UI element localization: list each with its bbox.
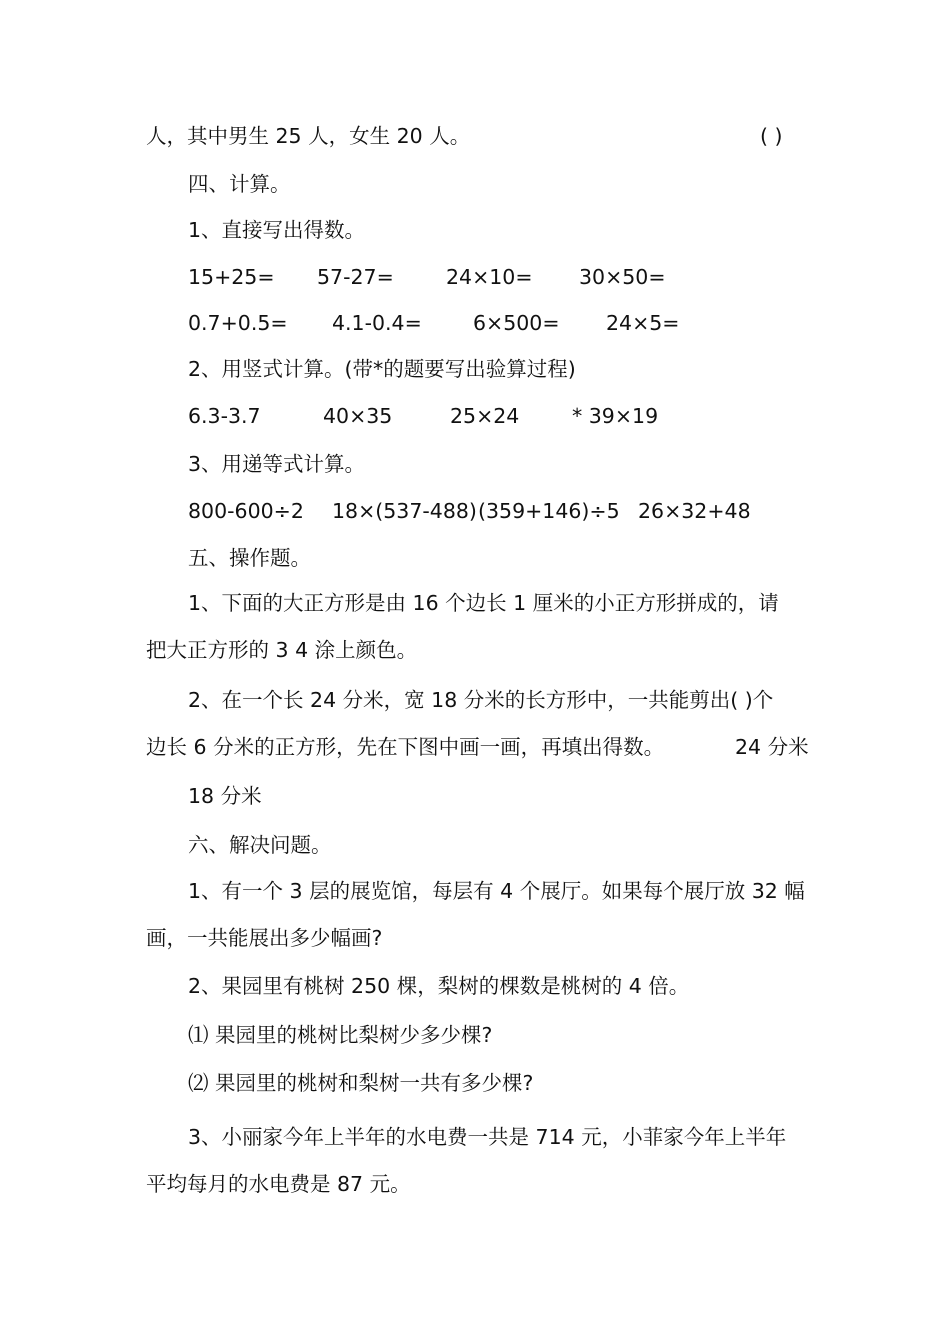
expression: 18×(537-488): [332, 499, 477, 523]
question-text: 边长 6 分米的正方形，先在下图中画一画，再填出得数。: [146, 735, 665, 759]
expression: 30×50=: [579, 265, 666, 289]
question-vertical-calculation: 2、用竖式计算。(带*的题要写出验算过程): [188, 357, 576, 381]
expression: 4.1-0.4=: [332, 311, 422, 335]
question-text: 把大正方形的 3 4 涂上颜色。: [146, 638, 418, 662]
question-text: 1、有一个 3 层的展览馆，每层有 4 个展厅。如果每个展厅放 32 幅: [188, 879, 805, 903]
question-text: 画，一共能展出多少幅画?: [146, 926, 383, 950]
expression: * 39×19: [572, 404, 659, 428]
expression: 25×24: [450, 404, 520, 428]
expression: 6.3-3.7: [188, 404, 261, 428]
expression: 0.7+0.5=: [188, 311, 288, 335]
question-text: 1、下面的大正方形是由 16 个边长 1 厘米的小正方形拼成的，请: [188, 591, 779, 615]
expression: (359+146)÷5: [478, 499, 620, 523]
expression: 24×10=: [446, 265, 533, 289]
sub-question: ⑵ 果园里的桃树和梨树一共有多少棵?: [188, 1071, 534, 1095]
question-step-calculation: 3、用递等式计算。: [188, 452, 366, 476]
answer-parentheses: ( ): [760, 124, 783, 148]
question-text: 2、在一个长 24 分米，宽 18 分米的长方形中，一共能剪出( )个: [188, 688, 774, 712]
expression: 26×32+48: [638, 499, 751, 523]
width-label: 18 分米: [188, 784, 262, 808]
section-title-calculation: 四、计算。: [188, 172, 291, 196]
section-title-problems: 六、解决问题。: [188, 833, 332, 857]
expression: 24×5=: [606, 311, 680, 335]
question-text: 3、小丽家今年上半年的水电费一共是 714 元，小菲家今年上半年: [188, 1125, 787, 1149]
paragraph-tail: 人，其中男生 25 人，女生 20 人。: [146, 124, 471, 148]
expression: 40×35: [323, 404, 393, 428]
expression: 6×500=: [473, 311, 560, 335]
question-text: 平均每月的水电费是 87 元。: [146, 1172, 411, 1196]
section-title-operation: 五、操作题。: [188, 546, 311, 570]
expression: 15+25=: [188, 265, 275, 289]
sub-question: ⑴ 果园里的桃树比梨树少多少棵?: [188, 1023, 493, 1047]
question-text: 2、果园里有桃树 250 棵，梨树的棵数是桃树的 4 倍。: [188, 974, 690, 998]
question-direct-answers: 1、直接写出得数。: [188, 218, 366, 242]
length-label: 24 分米: [735, 735, 809, 759]
expression: 57-27=: [317, 265, 394, 289]
expression: 800-600÷2: [188, 499, 304, 523]
